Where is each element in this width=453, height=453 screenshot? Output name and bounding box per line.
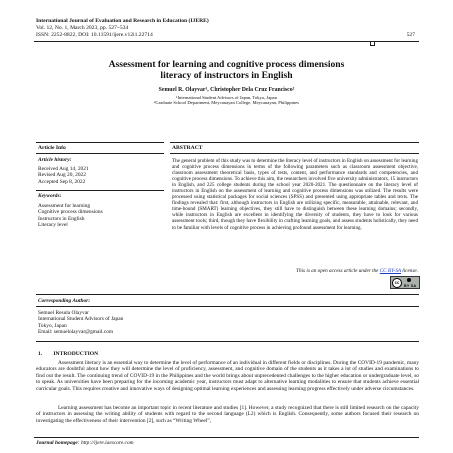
cc-license-badge[interactable]: [390, 276, 420, 289]
abstract-top-rule: [170, 142, 419, 143]
corresponding-rule: [36, 306, 419, 307]
article-info-under-rule: [36, 153, 164, 154]
corresponding-details: [38, 310, 123, 336]
title-line-1: Assessment for learning and cognitive process dimensions: [108, 59, 345, 70]
keyword-item: Literacy level: [38, 222, 68, 229]
abstract-text: The general problem of this study was to determine the literacy level of instructors in English on assessment for learning and cognitive process dimensions in terms of the following parameters such as classroom assessment objective, classroom assessment theoretical basis, types of tests, content, and performance standards and competencies, and cognitive process dimensions. To achieve this aim, the researchers involved five university administrators, 15 instructors in English, and 225 college students during the school year 2020-2021. The questionnaire on the literacy level of instructors in English on the assessment of learning and cognitive process dimensions was utilized. The results were processed using statistical packages for social sciences (SPSS) and presented using appropriate tables and texts. The findings revealed that: first, although instructors in English are utilizing specific, measurable, attainable, relevant, and time-bound (SMART) learning objectives, they still have to distinguish between these learning domains; secondly, while instructors in English are excellent in identifying the diversity of students, they have to look for various assessment tools; third, though they have flexibility in crafting learning goals, and assess students holistically, they need to be familiar with levels of cognitive process in achieving profound assessment for learning.: [172, 158, 418, 231]
abstract-under-rule: [170, 153, 419, 154]
history-heading: Article history:: [38, 157, 72, 163]
page-number: 527: [406, 32, 415, 38]
keywords-list: [38, 203, 103, 229]
keywords-heading: Keywords:: [38, 193, 62, 199]
history-list: [38, 166, 89, 185]
corresponding-email: Email: semuelolayvar@gmail.com: [38, 329, 114, 336]
journal-homepage: [36, 440, 134, 446]
keyword-item: Cognitive process dimensions: [38, 209, 103, 216]
license-link[interactable]: CC BY-SA: [379, 268, 401, 274]
affiliation-1: ¹International Student Advisors of Japan, Tokyo, Japan: [176, 95, 277, 100]
corresponding-name: Semuel Resula Olayvar: [38, 310, 89, 316]
corresponding-location: Tokyo, Japan: [38, 322, 67, 329]
history-divider: [36, 190, 164, 191]
history-revised: Revised Aug 20, 2022: [38, 172, 86, 179]
introduction-paragraph-2: Learning assessment has become an important topic in recent literature and studies [1]. However, a study recognized that there is still limited research on the capacity of instructors in assessing the writing ability of students with regard to the second language (L2) which is English. Consequently, some authors focused their research on investigating the effectiveness of their intervention [2], such as “Writing Wheel”,: [36, 405, 419, 424]
journal-issn: ISSN: 2252-8822, DOI: 10.11591/ijere.v12i1.22714: [36, 32, 153, 38]
title-line-2: literacy of instructors in English: [160, 70, 293, 81]
homepage-url[interactable]: : http://ijere.iaescore.com: [77, 440, 134, 446]
license-prefix: This is an open access article under the: [296, 268, 380, 274]
corresponding-org: International Student Advisors of Japan: [38, 316, 124, 323]
license-suffix: license.: [401, 268, 418, 274]
abstract-heading: ABSTRACT: [172, 145, 203, 151]
person-icon: [407, 278, 411, 282]
article-info-top-rule: [36, 142, 164, 143]
header-divider: [34, 41, 419, 42]
by-sa-label: BY SA: [404, 283, 417, 288]
corresponding-heading: Corresponding Author:: [38, 298, 91, 304]
journal-name: International Journal of Evaluation and Research in Education (IJERE): [36, 18, 209, 24]
abstract-bottom-rule: [36, 294, 419, 295]
article-info-heading: Article Info: [38, 145, 66, 151]
keyword-item: Instructors in English: [38, 215, 85, 222]
authors: Semuel R. Olayvar¹, Christopher Dela Cruz Francisco²: [158, 87, 295, 93]
journal-volume: Vol. 12, No. 1, March 2023, pp. 527~534: [36, 25, 129, 31]
history-accepted: Accepted Sep 8, 2022: [38, 178, 86, 185]
affiliation-2: ²Graduate School Department, Meycauayan College, Meycauayan, Philippines: [154, 100, 299, 106]
corresponding-bottom-rule: [36, 341, 419, 342]
introduction-heading: 1. INTRODUCTION: [38, 351, 99, 357]
cc-icon: cc: [392, 278, 402, 288]
introduction-paragraph-1: Assessment literacy is an essential way to determine the level of performance of an individual in different fields or disciplines. During the COVID-19 pandemic, many educators are doubtful about how they will determine the level of proficiency, assessment, and cognitive domain of the students as it takes a lot of studies and examinations to find out the result. The continuing trend of COVID-19 in the Philippines and the world brings about unprecedented challenges to the higher education or undergraduate level, so to speak. As universities have been preparing for the incoming academic year, instructors must adapt to alternative learning modalities to ensure that students achieve essential curricular goals. This requires creative and innovative ways of designing optimal learning experiences and assessing learning progress effectively under adverse circumstances.: [36, 360, 419, 392]
footer-rule: [34, 437, 419, 438]
keyword-item: Assessment for learning: [38, 203, 91, 209]
paper-title: [60, 59, 393, 81]
history-received: Received Aug 14, 2021: [38, 166, 89, 172]
affiliations: [60, 95, 393, 106]
license-line: [172, 268, 418, 274]
homepage-label: Journal homepage: [36, 440, 78, 446]
